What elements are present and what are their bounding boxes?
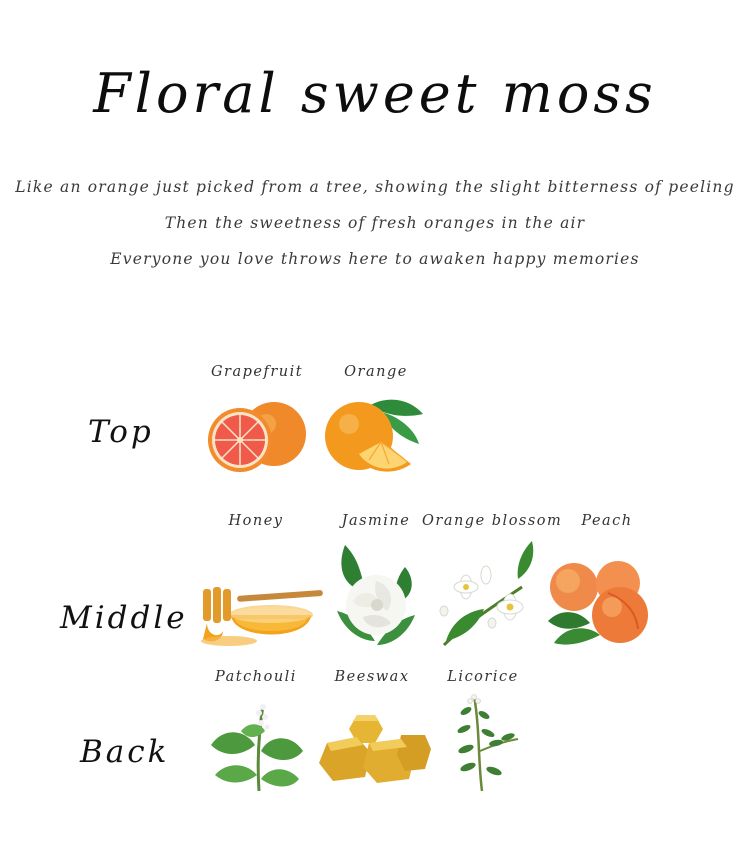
description-line-1: Like an orange just picked from a tree, showing the slight bitterness of peeling [15,178,735,196]
patchouli-icon [207,701,307,793]
orange-icon [319,394,429,478]
note-label: Licorice [447,669,519,685]
note-label: Grapefruit [210,364,304,380]
description-line-3: Everyone you love throws here to awaken happy memories [110,250,640,268]
note-label: Patchouli [215,669,297,685]
note-label: Honey [228,513,284,529]
honey-icon [199,585,325,649]
peach-icon [544,559,654,645]
note-label: Orange blossom [422,513,563,529]
jasmine-icon [331,541,421,651]
note-label: Beeswax [334,669,410,685]
tier-label-back: Back [80,734,170,770]
licorice-icon [444,691,520,793]
tier-label-top: Top [88,414,154,450]
grapefruit-icon [206,396,306,476]
tier-label-middle: Middle [60,600,188,636]
description-line-2: Then the sweetness of fresh oranges in the air [164,214,586,232]
note-label: Jasmine [341,513,411,529]
page-title: Floral sweet moss [93,62,657,125]
orange-blossom-icon [432,537,542,649]
note-label: Orange [344,364,408,380]
note-label: Peach [581,513,633,529]
beeswax-icon [317,713,433,789]
